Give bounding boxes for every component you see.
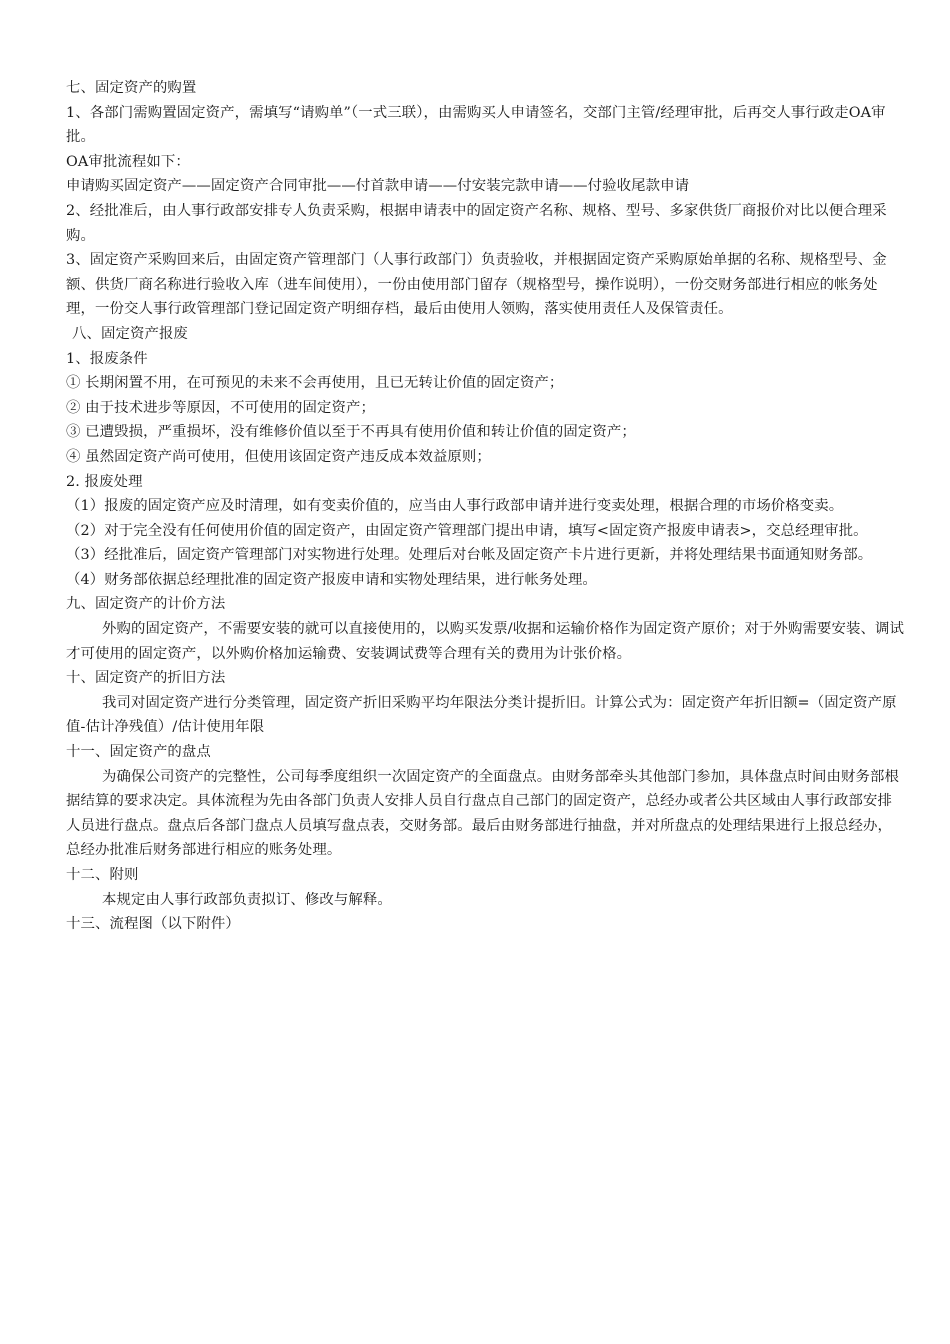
scrap-handling-1: （1）报废的固定资产应及时清理，如有变卖价值的，应当由人事行政部申请并进行变卖处理，根据合理的市场价格变卖。 (66, 498, 844, 515)
oa-approval-flow: 申请购买固定资产——固定资产合同审批——付首款申请——付安装完款申请——付验收尾款申请 (66, 178, 690, 195)
subheading-scrap-handling: 2. 报废处理 (66, 473, 143, 490)
paragraph-12-body: 本规定由人事行政部负责拟订、修改与解释。 (102, 891, 392, 908)
section-heading-11: 十一、固定资产的盘点 (66, 744, 211, 761)
paragraph-10-body: 我司对固定资产进行分类管理，固定资产折旧采购平均年限法分类计提折旧。计算公式为：固定资产年折旧额=（固定资产原值-估计净残值）/估计使用年限 (66, 694, 897, 736)
paragraph-9-body: 外购的固定资产，不需要安装的就可以直接使用的，以购买发票/收据和运输价格作为固定资产原价；对于外购需要安装、调试才可使用的固定资产，以外购价格加运输费、安装调试费等合理有关的费用为计张价格。 (66, 621, 904, 662)
scrap-handling-4: （4）财务部依据总经理批准的固定资产报废申请和实物处理结果，进行帐务处理。 (66, 571, 597, 588)
oa-approval-heading: OA审批流程如下： (66, 153, 190, 170)
section-heading-8: 八、固定资产报废 (72, 325, 188, 342)
scrap-condition-4: ④ 虽然固定资产尚可使用，但使用该固定资产违反成本效益原则； (66, 448, 491, 465)
section-heading-13: 十三、流程图（以下附件） (66, 916, 240, 933)
paragraph-7-2: 2、经批准后，由人事行政部安排专人负责采购，根据申请表中的固定资产名称、规格、型号、多家供货厂商报价对比以便合理采购。 (66, 202, 887, 244)
section-heading-7: 七、固定资产的购置 (66, 80, 197, 96)
section-heading-9: 九、固定资产的计价方法 (66, 596, 226, 613)
paragraph-7-3: 3、固定资产采购回来后，由固定资产管理部门（人事行政部门）负责验收，并根据固定资产采购原始单据的名称、规格型号、金额、供货厂商名称进行验收入库（进车间使用），一份由使用部门留存（规格型号，操作说明），一份交财务部进行相应的帐务处理，一份交人事行政管理部门登记固定资产明细存档，最后由使用人领购，落实使用责任人及保管责任。 (66, 252, 887, 318)
section-heading-10: 十、固定资产的折旧方法 (66, 670, 226, 687)
subheading-scrap-conditions: 1、报废条件 (66, 350, 148, 367)
paragraph-7-1: 1、各部门需购置固定资产，需填写“请购单”（一式三联），由需购买人申请签名，交部门主管/经理审批，后再交人事行政走OA审批。 (66, 104, 886, 146)
paragraph-11-body: 为确保公司资产的完整性，公司每季度组织一次固定资产的全面盘点。由财务部牵头其他部门参加，具体盘点时间由财务部根据结算的要求决定。具体流程为先由各部门负责人安排人员自行盘点自己部门的固定资产，总经办或者公共区域由人事行政部安排人员进行盘点。盘点后各部门盘点人员填写盘点表，交财务部。最后由财务部进行抽盘，并对所盘点的处理结果进行上报总经办，总经办批准后财务部进行相应的账务处理。 (66, 768, 899, 859)
document-page (66, 76, 904, 937)
scrap-condition-3: ③ 已遭毁损，严重损坏，没有维修价值以至于不再具有使用价值和转让价值的固定资产； (66, 424, 636, 441)
section-heading-12: 十二、附则 (66, 867, 139, 883)
scrap-handling-2: （2）对于完全没有任何使用价值的固定资产，由固定资产管理部门提出申请，填写<固定资产报废申请表>，交总经理审批。 (66, 522, 868, 539)
scrap-condition-2: ② 由于技术进步等原因，不可使用的固定资产； (66, 399, 375, 416)
scrap-condition-1: ① 长期闲置不用，在可预见的未来不会再使用，且已无转让价值的固定资产； (66, 375, 564, 392)
scrap-handling-3: （3）经批准后，固定资产管理部门对实物进行处理。处理后对台帐及固定资产卡片进行更新，并将处理结果书面通知财务部。 (66, 547, 873, 564)
